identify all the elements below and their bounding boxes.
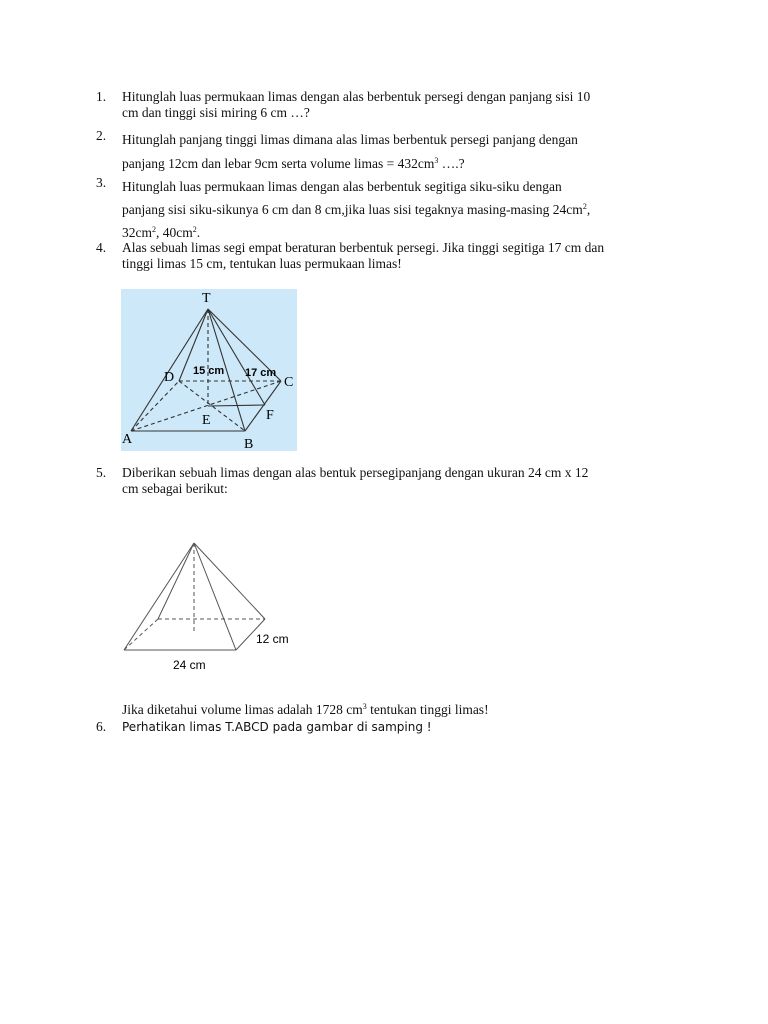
vertex-label-f: F	[266, 408, 274, 423]
pyramid-figure-2	[118, 538, 308, 676]
question-text: Alas sebuah limas segi empat beraturan berbentuk persegi. Jika tinggi segitiga 17 cm dan tinggi limas 15 cm, tentukan luas permukaan limas!	[122, 240, 605, 271]
question-number: 3.	[96, 175, 107, 190]
vertex-label-a: A	[122, 432, 133, 447]
vertex-label-t: T	[202, 291, 211, 306]
question-text: Diberikan sebuah limas dengan alas bentuk persegipanjang dengan ukuran 24 cm x 12 cm sebagai berikut:	[122, 465, 589, 496]
question-number: 6.	[96, 719, 107, 734]
vertex-label-e: E	[202, 413, 211, 428]
pyramid-figure-1	[121, 289, 297, 455]
question-number: 5.	[96, 465, 107, 480]
question-text: Hitunglah panjang tinggi limas dimana alas limas berbentuk persegi panjang dengan panjang 12cm dan lebar 9cm serta volume limas = $432cm^3$ ….?	[122, 132, 578, 171]
question-text: Jika diketahui volume limas adalah 1728 $cm^3$ tentukan tinggi limas!	[122, 702, 489, 717]
pyramid-diagram-square-base	[121, 289, 297, 451]
vertex-label-c: C	[284, 375, 294, 390]
question-text: Hitunglah luas permukaan limas dengan alas berbentuk persegi dengan panjang sisi 10 cm dan tinggi sisi miring 6 cm …?	[122, 89, 591, 120]
question-number: 1.	[96, 89, 107, 104]
pyramid-diagram-rectangular-base	[118, 538, 308, 672]
base-width-label: 24 cm	[173, 658, 206, 672]
slant-height-label: 17 cm	[245, 367, 277, 379]
height-label: 15 cm	[193, 365, 225, 377]
question-number: 2.	[96, 128, 107, 143]
question-number: 4.	[96, 240, 107, 255]
question-text: Perhatikan limas T.ABCD pada gambar di samping !	[122, 720, 432, 734]
question-text: Hitunglah luas permukaan limas dengan alas berbentuk segitiga siku-siku dengan panjang sisi siku-sikunya 6 cm dan 8 cm,jika luas sisi tegaknya masing-masing $24cm^2$, $32cm^2$, $40cm^2$.	[122, 179, 591, 240]
base-depth-label: 12 cm	[256, 632, 289, 646]
vertex-label-d: D	[164, 370, 175, 385]
vertex-label-b: B	[244, 437, 254, 451]
